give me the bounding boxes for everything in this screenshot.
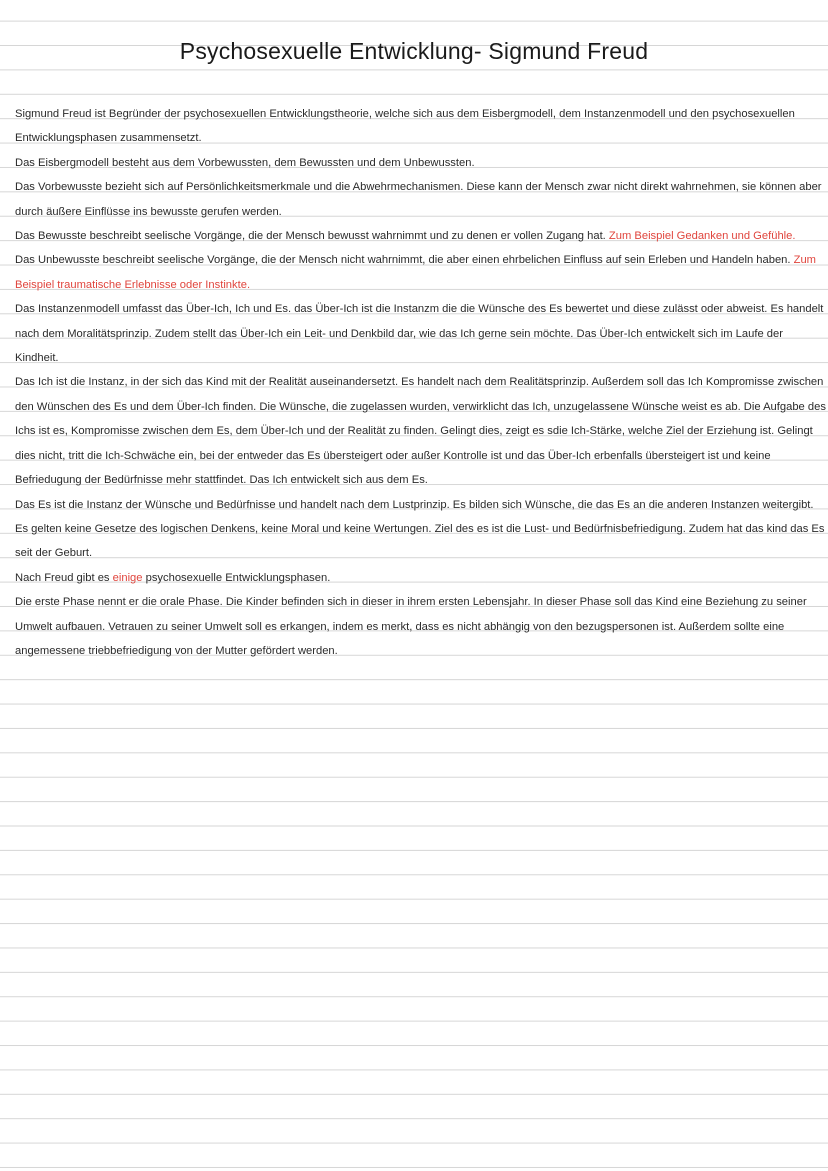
highlighted-example: Zum Beispiel Gedanken und Gefühle. bbox=[608, 230, 796, 243]
paragraph-eisbergmodell bbox=[15, 151, 827, 175]
paragraph-text: Sigmund Freud ist Begründer der psychosexuellen Entwicklungstheorie, welche sich aus dem Eisbergmodell, dem Instanzenmodell und den psychosexuellen Entwicklungsphasen zusammensetzt. bbox=[15, 108, 795, 145]
paragraph-unbewusste bbox=[15, 248, 827, 297]
paragraph-text: Das Unbewusste beschreibt seelische Vorgänge, die der Mensch nicht wahrnimmt, die aber einen ehrbelichen Einfluss auf sein Erleben und Handeln haben. bbox=[15, 254, 794, 267]
paragraph-text: Das Bewusste beschreibt seelische Vorgänge, die der Mensch bewusst wahrnimmt und zu denen er vollen Zugang hat. bbox=[15, 230, 609, 243]
highlighted-word: einige bbox=[112, 571, 143, 584]
paragraph-intro bbox=[15, 102, 827, 151]
paragraph-text: Das Es ist die Instanz der Wünsche und Bedürfnisse und handelt nach dem Lustprinzip. Es bilden sich Wünsche, die das Es an die anderen Instanzen weitergibt. Es gelten keine Gesetze des logischen Denkens, keine Moral und keine Wertungen. Ziel des es ist die Lust- und Bedürfnisbefriedigung. Zudem hat das kind das Es seit der Geburt. bbox=[15, 498, 825, 560]
page-title: Psychosexuelle Entwicklung- Sigmund Freud bbox=[179, 38, 649, 64]
paragraph-text: Das Ich ist die Instanz, in der sich das Kind mit der Realität auseinandersetzt. Es handelt nach dem Realitätsprinzip. Außerdem soll das Ich Kompromisse zwischen den Wünschen des Es und dem Über-Ich finden. Die Wünsche, die zugelassen wurden, verwirklicht das Ich, unzugelassene Wünsche weist es ab. Die Aufgabe des Ichs ist es, Kompromisse zwischen dem Es, dem Über-Ich und der Realität zu finden. Gelingt dies, zeigt es sdie Ich-Stärke, welche Ziel der Erziehung ist. Gelingt dies nicht, tritt die Ich-Schwäche ein, bei der entweder das Es übersteigert oder außer Kontrolle ist und das Über-Ich erbenfalls übersteigert ist und keine Befriedugung der Bedürfnisse mehr stattfindet. Das Ich entwickelt sich aus dem Es. bbox=[15, 376, 826, 487]
paragraph-ich bbox=[15, 370, 827, 492]
paragraph-es bbox=[15, 493, 827, 566]
paragraph-text: Das Instanzenmodell umfasst das Über-Ich, Ich und Es. das Über-Ich ist die Instanzm die die Wünsche des Es bewertet und diese zulässt oder abweist. Es handelt nach dem Moralitätsprinzip. Zudem stellt das Über-Ich ein Leit- und Denkbild dar, wie das Ich gerne sein möchte. Das Über-Ich entwickelt sich im Laufe der Kindheit. bbox=[15, 303, 824, 365]
highlighted-example: Zum Beispiel traumatische Erlebnisse oder Instinkte. bbox=[15, 254, 816, 291]
paragraph-bewusste bbox=[15, 224, 827, 248]
paragraph-text: Nach Freud gibt es bbox=[15, 571, 113, 584]
paragraph-text: psychosexuelle Entwicklungsphasen. bbox=[142, 571, 331, 584]
paragraph-vorbewusste bbox=[15, 175, 827, 224]
paragraph-phasen bbox=[15, 566, 827, 590]
document-body bbox=[15, 102, 827, 663]
paragraph-text: Das Vorbewusste bezieht sich auf Persönlichkeitsmerkmale und die Abwehrmechanismen. Diese kann der Mensch zwar nicht direkt wahrnehmen, sie können aber durch äußere Einflüsse ins bewusste gerufen werden. bbox=[15, 181, 822, 218]
paragraph-text: Die erste Phase nennt er die orale Phase. Die Kinder befinden sich in dieser in ihrem ersten Lebensjahr. In dieser Phase soll das Kind eine Beziehung zu seiner Umwelt aufbauen. Vetrauen zu seiner Umwelt soll es erkangen, indem es merkt, dass es nicht abhängig von den bezugspersonen ist. Außerdem sollte eine angemessene triebbefriedigung von der Mutter gefördert werden. bbox=[15, 596, 807, 657]
paragraph-instanzenmodell bbox=[15, 297, 827, 370]
paragraph-text: Das Eisbergmodell besteht aus dem Vorbewussten, dem Bewussten und dem Unbewussten. bbox=[15, 156, 475, 169]
paragraph-orale-phase bbox=[15, 590, 827, 663]
